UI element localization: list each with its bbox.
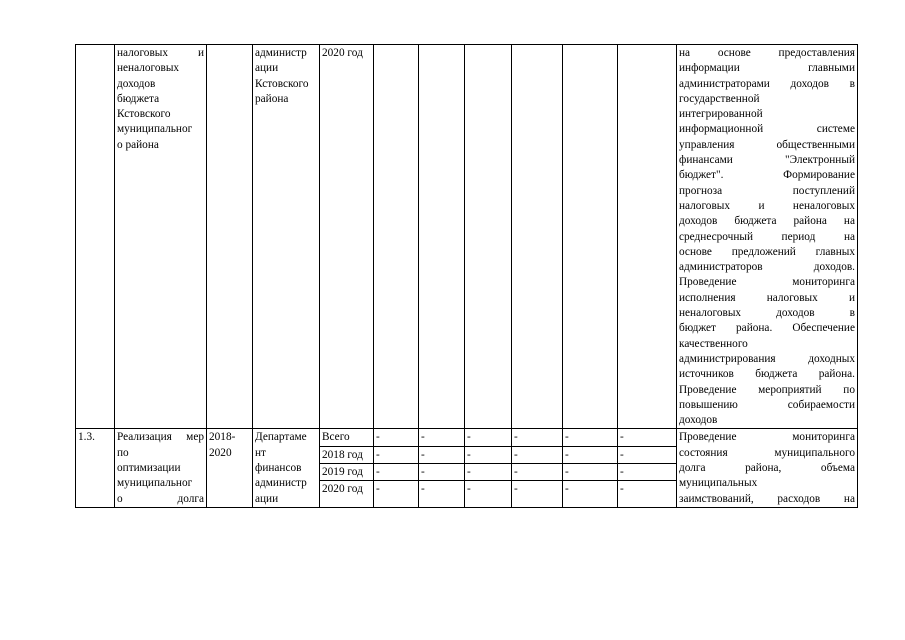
result-line: доходов бюджета района на (679, 215, 855, 228)
value-cell: - (512, 429, 563, 446)
result-line: администрирования доходных (679, 352, 855, 365)
measure-name-line: неналоговых (117, 62, 180, 75)
result-line: неналоговых доходов в (679, 307, 855, 320)
executor-line: ации (255, 62, 279, 75)
value-cell (563, 45, 618, 429)
value-cell: - (563, 481, 618, 508)
expected-result-cell (677, 429, 858, 508)
value-cell: - (419, 446, 465, 463)
result-line: доходов (679, 414, 718, 427)
value-cell: - (419, 464, 465, 481)
value-cell: - (563, 464, 618, 481)
row-number-cell (76, 45, 115, 429)
result-line: информации главными (679, 62, 855, 75)
value-cell: - (618, 446, 677, 463)
executor-line: ации (255, 492, 279, 505)
result-line: исполнения налоговых и (679, 291, 855, 304)
value-cell: - (465, 464, 512, 481)
result-line: государственной (679, 92, 760, 105)
year-cell: Всего (320, 429, 374, 446)
measure-name-line: муниципальног (117, 123, 193, 136)
result-line: основе предложений главных (679, 245, 855, 258)
row-number-cell: 1.3. (76, 429, 115, 508)
measure-name-line: Реализация мер (117, 431, 204, 444)
value-cell: - (512, 446, 563, 463)
executor-line: района (255, 92, 289, 105)
year-cell: 2020 год (320, 45, 374, 429)
measure-name-line: бюджета (117, 92, 160, 105)
measure-name-line: о района (117, 138, 159, 151)
executor-line: Департаме (255, 431, 307, 444)
year-cell: 2020 год (320, 481, 374, 508)
value-cell: - (618, 464, 677, 481)
measure-name-line: налоговых и (117, 47, 204, 59)
period-line: 2018- (209, 431, 236, 444)
measure-name-line: Кстовского (117, 108, 171, 121)
value-cell: - (374, 429, 419, 446)
table-row (76, 429, 858, 446)
value-cell: - (512, 464, 563, 481)
value-cell: - (465, 446, 512, 463)
period-line: 2020 (209, 446, 232, 459)
period-cell (207, 429, 253, 508)
measure-name-line: доходов (117, 77, 156, 90)
result-line: интегрированной (679, 108, 763, 121)
executor-line: Кстовского (255, 77, 309, 90)
result-line: Проведение мероприятий по (679, 383, 855, 396)
value-cell: - (419, 429, 465, 446)
result-line: источников бюджета района. (679, 368, 855, 381)
value-cell: - (618, 481, 677, 508)
value-cell: - (563, 429, 618, 446)
measure-name-line: муниципальног (117, 477, 193, 490)
result-line: повышению собираемости (679, 398, 855, 411)
result-line: муниципальных (679, 477, 758, 490)
value-cell: - (465, 481, 512, 508)
result-line: администраторами доходов в (679, 77, 855, 90)
result-line: бюджет". Формирование (679, 169, 855, 182)
value-cell: - (465, 429, 512, 446)
value-cell (419, 45, 465, 429)
year-cell: 2019 год (320, 464, 374, 481)
result-line: среднесрочный период на (679, 230, 855, 243)
result-line: управления общественными (679, 138, 855, 151)
value-cell (512, 45, 563, 429)
result-line: качественного (679, 337, 748, 350)
executor-line: финансов (255, 462, 302, 475)
measure-name-cell (115, 45, 207, 429)
result-line: состояния муниципального (679, 446, 855, 459)
result-line: долга района, объема (679, 462, 855, 475)
value-cell (374, 45, 419, 429)
measure-name-cell (115, 429, 207, 508)
result-line: заимствований, расходов на (679, 492, 855, 505)
result-line: финансами "Электронный (679, 154, 855, 167)
result-line: налоговых и неналоговых (679, 199, 855, 212)
measure-name-line: по (117, 446, 129, 459)
year-cell: 2018 год (320, 446, 374, 463)
executor-line: администр (255, 47, 307, 59)
measure-name-line: о долга (117, 492, 204, 505)
result-line: Проведение мониторинга (679, 276, 855, 289)
value-cell: - (374, 464, 419, 481)
result-line: прогноза поступлений (679, 184, 855, 197)
measure-name-line: оптимизации (117, 462, 181, 475)
executor-cell (253, 429, 320, 508)
value-cell: - (563, 446, 618, 463)
value-cell: - (512, 481, 563, 508)
table-row (76, 45, 858, 429)
result-line: на основе предоставления (679, 47, 855, 59)
result-line: информационной системе (679, 123, 855, 136)
result-line: бюджет района. Обеспечение (679, 322, 855, 335)
program-table (75, 44, 858, 508)
expected-result-cell (677, 45, 858, 429)
value-cell: - (374, 446, 419, 463)
period-cell (207, 45, 253, 429)
value-cell (618, 45, 677, 429)
result-line: Проведение мониторинга (679, 431, 855, 444)
result-line: администраторов доходов. (679, 261, 855, 274)
value-cell: - (618, 429, 677, 446)
value-cell: - (419, 481, 465, 508)
executor-cell (253, 45, 320, 429)
executor-line: нт (255, 446, 266, 459)
value-cell: - (374, 481, 419, 508)
value-cell (465, 45, 512, 429)
executor-line: администр (255, 477, 307, 490)
